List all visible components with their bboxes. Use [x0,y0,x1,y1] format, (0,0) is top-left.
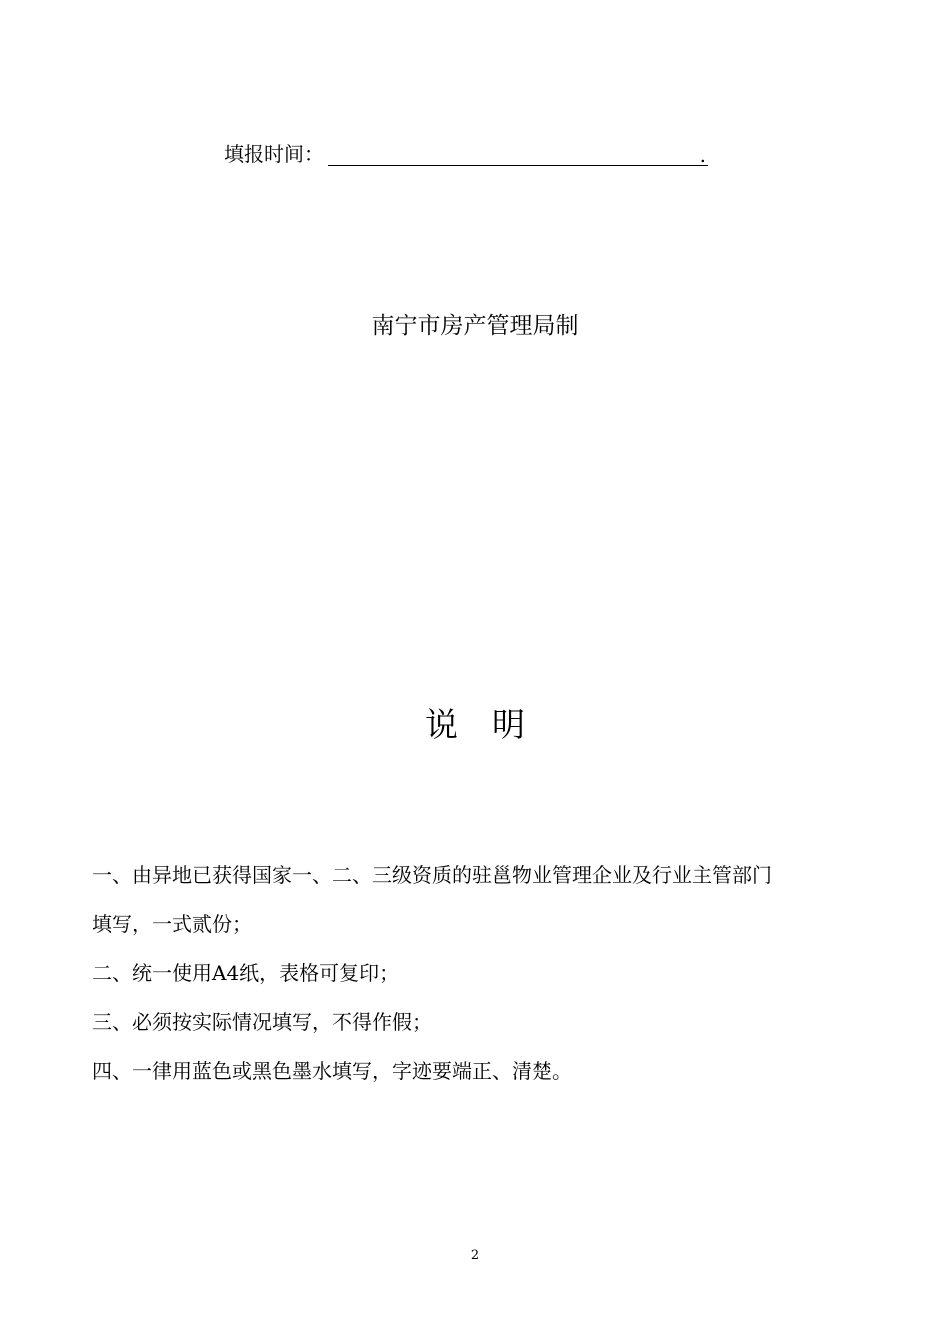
fill-time-period: . [699,143,706,167]
heading-char-2: 明 [492,705,525,744]
fill-time-blank [328,141,708,166]
note-line-4: 三、必须按实际情况填写，不得作假； [92,1010,432,1034]
note-line-1: 一、由异地已获得国家一、二、三级资质的驻邕物业管理企业及行业主管部门 [92,863,772,887]
page-number: 2 [470,1248,480,1263]
fill-time-row [224,138,708,166]
fill-time-label: 填报时间： [224,142,324,166]
heading-char-1: 说 [425,705,458,744]
note-line-3: 二、统一使用A4纸，表格可复印； [92,961,400,985]
note-line-2: 填写，一式贰份； [92,912,252,936]
note-line-5: 四、一律用蓝色或黑色墨水填写，字迹要端正、清楚。 [92,1059,572,1083]
instructions-heading [0,700,950,750]
issuer-line: 南宁市房产管理局制 [371,313,579,339]
instructions-list [92,851,872,1096]
